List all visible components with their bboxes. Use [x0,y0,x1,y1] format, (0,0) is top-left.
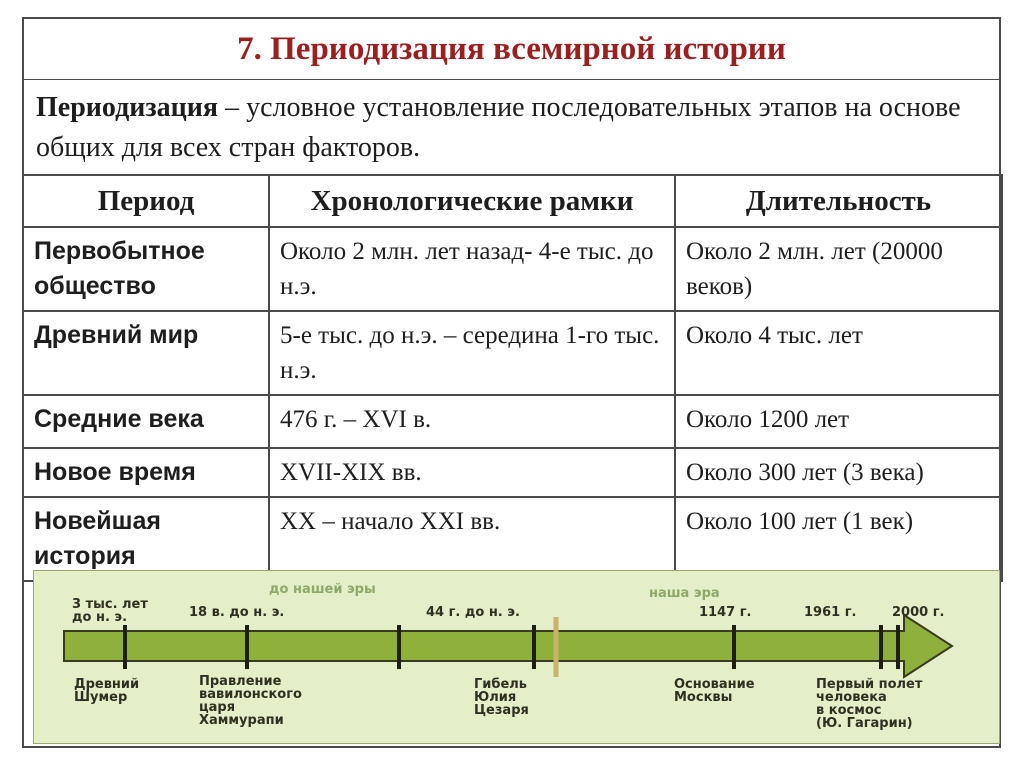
cell-period: Новейшая история [23,497,269,581]
table-row [23,395,1002,448]
event-label: Основание [674,677,755,692]
cell-range: 476 г. – XVI в. [269,395,675,448]
timeline-arrow [64,615,952,677]
event-label: Гибель [474,677,528,692]
cell-period: Новое время [23,448,269,497]
event-label: Хаммурапи [199,713,284,728]
table-row [23,227,1002,311]
event-label: вавилонского [199,687,302,702]
date-label: 3 тыс. лет [72,597,148,612]
date-label: 1147 г. [699,605,752,620]
event-label: Цезаря [474,703,529,718]
event-label: царя [199,700,236,715]
cell-period: Первобытное общество [23,227,269,311]
event-label: Древний [74,677,140,692]
date-label: 1961 г. [804,605,857,620]
cell-duration: Около 300 лет (3 века) [675,448,1002,497]
cell-range: XVII-XIX вв. [269,448,675,497]
header-period: Период [23,175,269,227]
table-row [23,311,1002,395]
definition-text: – условное установление последовательных этапов на основе общих для всех стран факторов. [36,92,961,163]
date-label: до н. э. [72,610,128,625]
event-label: (Ю. Гагарин) [816,716,913,731]
table-header-row [23,175,1002,227]
periods-table [22,174,1003,582]
event-label: Москвы [674,690,733,705]
event-label: в космос [816,703,882,718]
table-row [23,448,1002,497]
cell-duration: Около 4 тыс. лет [675,311,1002,395]
cell-duration: Около 1200 лет [675,395,1002,448]
event-label: Шумер [74,690,128,705]
event-label: Первый полет [816,677,923,692]
definition-term: Периодизация [36,92,219,123]
timeline-image [33,570,1000,744]
event-label: Юлия [474,690,517,705]
cell-duration: Около 100 лет (1 век) [675,497,1002,581]
date-label: 44 г. до н. э. [426,605,520,620]
definition [22,80,1001,175]
era-after-label: наша эра [649,586,720,601]
page-title: 7. Периодизация всемирной истории [237,30,786,67]
cell-range: 5-е тыс. до н.э. – середина 1-го тыс. н.э. [269,311,675,395]
table-row [23,497,1002,581]
date-label: 18 в. до н. э. [189,605,285,620]
title-row [22,17,1001,80]
cell-range: Около 2 млн. лет назад- 4-е тыс. до н.э. [269,227,675,311]
event-label: Правление [199,674,282,689]
cell-range: XX – начало XXI вв. [269,497,675,581]
date-label: 2000 г. [892,605,945,620]
cell-period: Древний мир [23,311,269,395]
event-label: человека [816,690,887,705]
header-range: Хронологические рамки [269,175,675,227]
timeline-svg [34,571,999,743]
header-duration: Длительность [675,175,1002,227]
cell-duration: Около 2 млн. лет (20000 веков) [675,227,1002,311]
era-before-label: до нашей эры [269,582,376,597]
cell-period: Средние века [23,395,269,448]
